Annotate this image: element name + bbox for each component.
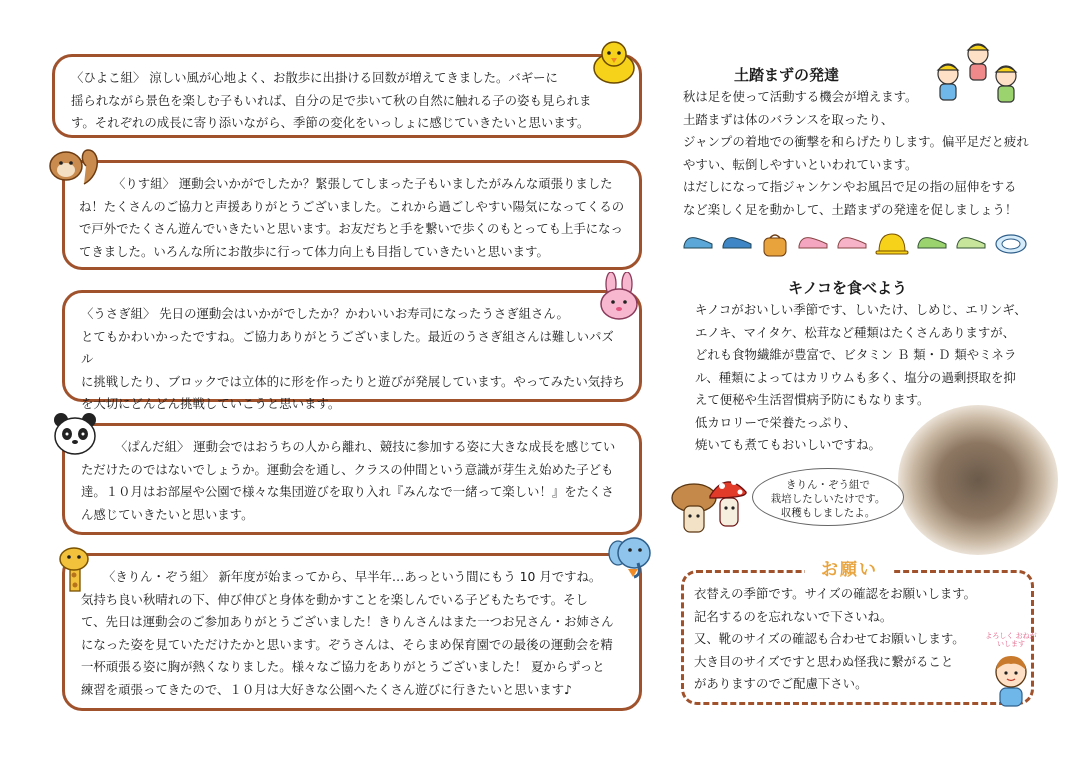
yoroshiku-text: よろしく おねがいします: [985, 632, 1037, 648]
kirin-label: 〈きりん・ぞう組〉: [103, 569, 215, 584]
running-kids-icon: [926, 40, 1026, 112]
risu-label: 〈りす組〉: [113, 176, 175, 191]
kirin-section: [62, 553, 642, 711]
shoes-row: [682, 232, 1028, 258]
shoe-icon: [955, 232, 987, 252]
yoroshiku-sticker: [980, 632, 1040, 710]
shoe-icon: [682, 232, 714, 252]
hiyoko-label: 〈ひよこ組〉: [71, 70, 146, 85]
kirin-text: 新年度が始まってから、早半年…あっという間にもう 10 月ですね。 気持ち良い秋晴れの下、伸び伸びと身体を動かすことを楽しんでいる子どもたちです。そし て、先日は運動会のご参加ありがとうございました！きりんさんはまた一つお兄さん・お姉さん になった姿を見ていただけたかと思います。ぞうさんは、そらまめ保育園での最後の運動会を精 一杯頑張る姿に胸が熱くなりました。様々なご協力をありがとうございました！ 夏からずっと 練習を頑張ってきたので、１０月は大好きな公園へたくさん遊びに行きたいと思います♪: [81, 569, 614, 697]
tsuchifumazu-title: 土踏まずの発達: [734, 66, 840, 84]
panda-section: [62, 423, 642, 535]
panda-label: 〈ぱんだ組〉: [115, 439, 190, 454]
hiyoko-text: 涼しい風が心地よく、お散歩に出掛ける回数が増えてきました。バギーに 揺られながら景色を楽しむ子もいれば、自分の足で歩いて秋の自然に触れる子の姿も見られま す。それぞれの成長に寄り添いながら、季節の変化をいっしょに感じていきたいと思います。: [71, 70, 592, 130]
shoe-icon: [836, 232, 868, 252]
shoe-icon: [797, 232, 829, 252]
mushroom-icon: [664, 468, 754, 540]
kinoko-title: キノコを食べよう: [788, 279, 907, 297]
onegai-title: お願い: [805, 555, 894, 580]
risu-section: [62, 160, 642, 270]
hat-icon: [875, 232, 909, 256]
shoe-icon: [721, 232, 753, 252]
cup-icon: [994, 232, 1028, 256]
girl-icon: [988, 652, 1034, 708]
hiyoko-section: [52, 54, 642, 138]
chick-icon: [588, 38, 640, 86]
shiitake-photo: [898, 405, 1058, 555]
risu-text: 運動会いかがでしたか？緊張してしまった子もいましたがみんな頑張りました ね！たくさんのご協力と声援ありがとうございました。これから過ごしやすい陽気になってくるの で戸外でたくさん遊んでいきたいと思います。お友だちと手を繋いで歩くのもとっても上手になっ てきました。いろんな所にお散歩に行って体力向上も目指していきたいと思います。: [79, 176, 625, 259]
rabbit-icon: [596, 272, 642, 322]
kinoko-text: キノコがおいしい季節です、しいたけ、しめじ、エリンギ、 エノキ、マイタケ、松茸など種類はたくさんありますが、 どれも食物繊維が豊富で、ビタミン Ｂ 類・Ｄ 類やミネラ ル、種類によってはカリウムも多く、塩分の過剰摂取を抑 えて便秘や生活習慣病予防にもなります。 低カロリーで栄養たっぷり、 焼いても煮てもおいしいですね。: [695, 302, 1027, 452]
usagi-text: 先日の運動会はいかがでしたか？かわいいお寿司になったうさぎ組さん。 とてもかわいかったですね。ご協力ありがとうございました。最近のうさぎ組さんは難しいパズル に挑戦したり、ブロックでは立体的に形を作ったりと遊びが発展しています。やってみたい気持ち を大切にどんどん挑戦していこうと思います。: [81, 306, 625, 411]
tsuchifumazu-text: 秋は足を使って活動する機会が増えます。 土踏まずは体のバランスを取ったり、 ジャンプの着地での衝撃を和らげたりします。偏平足だと疲れ やすい、転倒しやすいといわれています。 はだしになって指ジャンケンやお風呂で足の指の屈伸をする など楽しく足を動かして、土踏まずの発達を促しましょう！: [683, 89, 1029, 217]
backpack-icon: [760, 232, 790, 258]
usagi-section: [62, 290, 642, 411]
usagi-label: 〈うさぎ組〉: [81, 306, 156, 321]
giraffe-icon: [54, 545, 94, 593]
shoe-icon: [916, 232, 948, 252]
onegai-text: 衣替えの季節です。サイズの確認をお願いします。 記名するのを忘れないで下さいね。 又、靴のサイズの確認も合わせてお願いします。 大き目のサイズですと思わぬ怪我に繋がること がありますのでご配慮下さい。: [694, 586, 977, 691]
elephant-icon: [608, 535, 654, 579]
panda-text: 運動会ではおうちの人から離れ、競技に参加する姿に大きな成長を感じてい ただけたのではないでしょうか。運動会を通し、クラスの仲間という意識が芽生え始めた子ども 達。１０月はお部屋や公園で様々な集団遊びを取り入れ『みんなで一緒って楽しい！』をたくさ ん感じていきたいと思います。: [81, 439, 616, 522]
speech-bubble: きりん・ぞう組で 栽培したしいたけです。 収穫もしましたよ。: [752, 468, 904, 526]
panda-icon: [50, 410, 100, 458]
squirrel-icon: [44, 144, 102, 188]
